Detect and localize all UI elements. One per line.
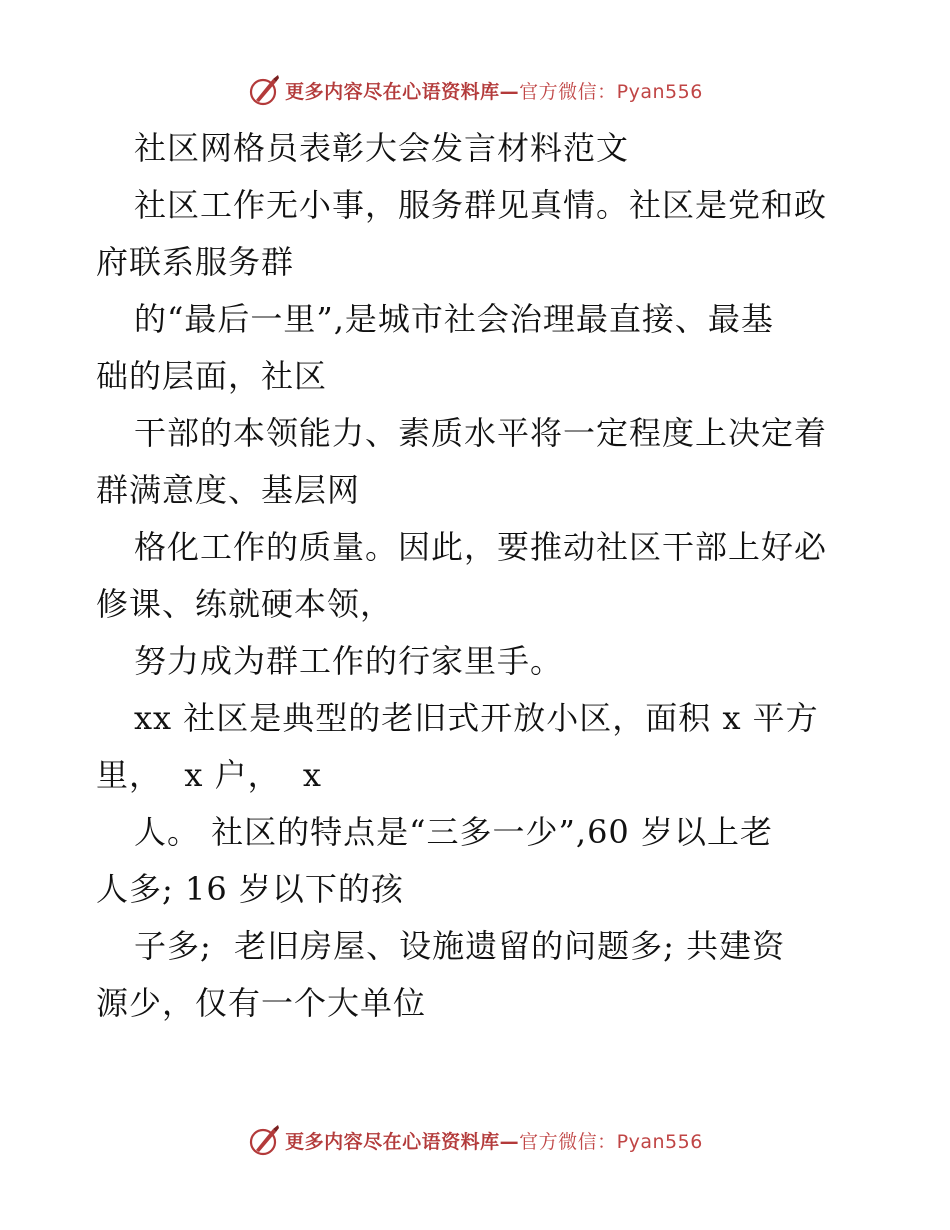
text-line: 修课、练就硬本领， — [96, 585, 394, 623]
text-line: 社区工作无小事，服务群见真情。社区是党和政 — [134, 186, 828, 224]
quill-logo-icon — [247, 1123, 281, 1157]
text-line: 子多; 老旧房屋、设施遗留的问题多; 共建资 — [134, 927, 786, 965]
footer-banner — [0, 1120, 950, 1160]
text-line: 府联系服务群 — [96, 243, 295, 281]
text-line: 群满意度、基层网 — [96, 471, 361, 509]
text-line: 础的层面，社区 — [96, 357, 328, 395]
text-line: 人多; 16 岁以下的孩 — [96, 870, 404, 908]
text-line: 干部的本领能力、素质水平将一定程度上决定着 — [134, 414, 828, 452]
text-line: 人。 社区的特点是“三多一少”,60 岁以上老 — [134, 813, 773, 851]
banner-text: 更多内容尽在心语资料库—官方微信：Pyan556 — [285, 80, 703, 103]
text-line: 格化工作的质量。因此，要推动社区干部上好必 — [134, 528, 828, 566]
text-line: 源少，仅有一个大单位 — [96, 984, 427, 1022]
text-line: xx 社区是典型的老旧式开放小区，面积 x 平方 — [134, 699, 819, 737]
document-body — [96, 120, 856, 1032]
text-line: 的“最后一里”,是城市社会治理最直接、最基 — [134, 300, 774, 338]
text-line: 里， x 户， x — [96, 756, 322, 794]
banner-text: 更多内容尽在心语资料库—官方微信：Pyan556 — [285, 1130, 703, 1153]
quill-logo-icon — [247, 73, 281, 107]
document-title: 社区网格员表彰大会发言材料范文 — [134, 129, 630, 167]
header-banner — [0, 70, 950, 110]
text-line: 努力成为群工作的行家里手。 — [134, 642, 564, 680]
